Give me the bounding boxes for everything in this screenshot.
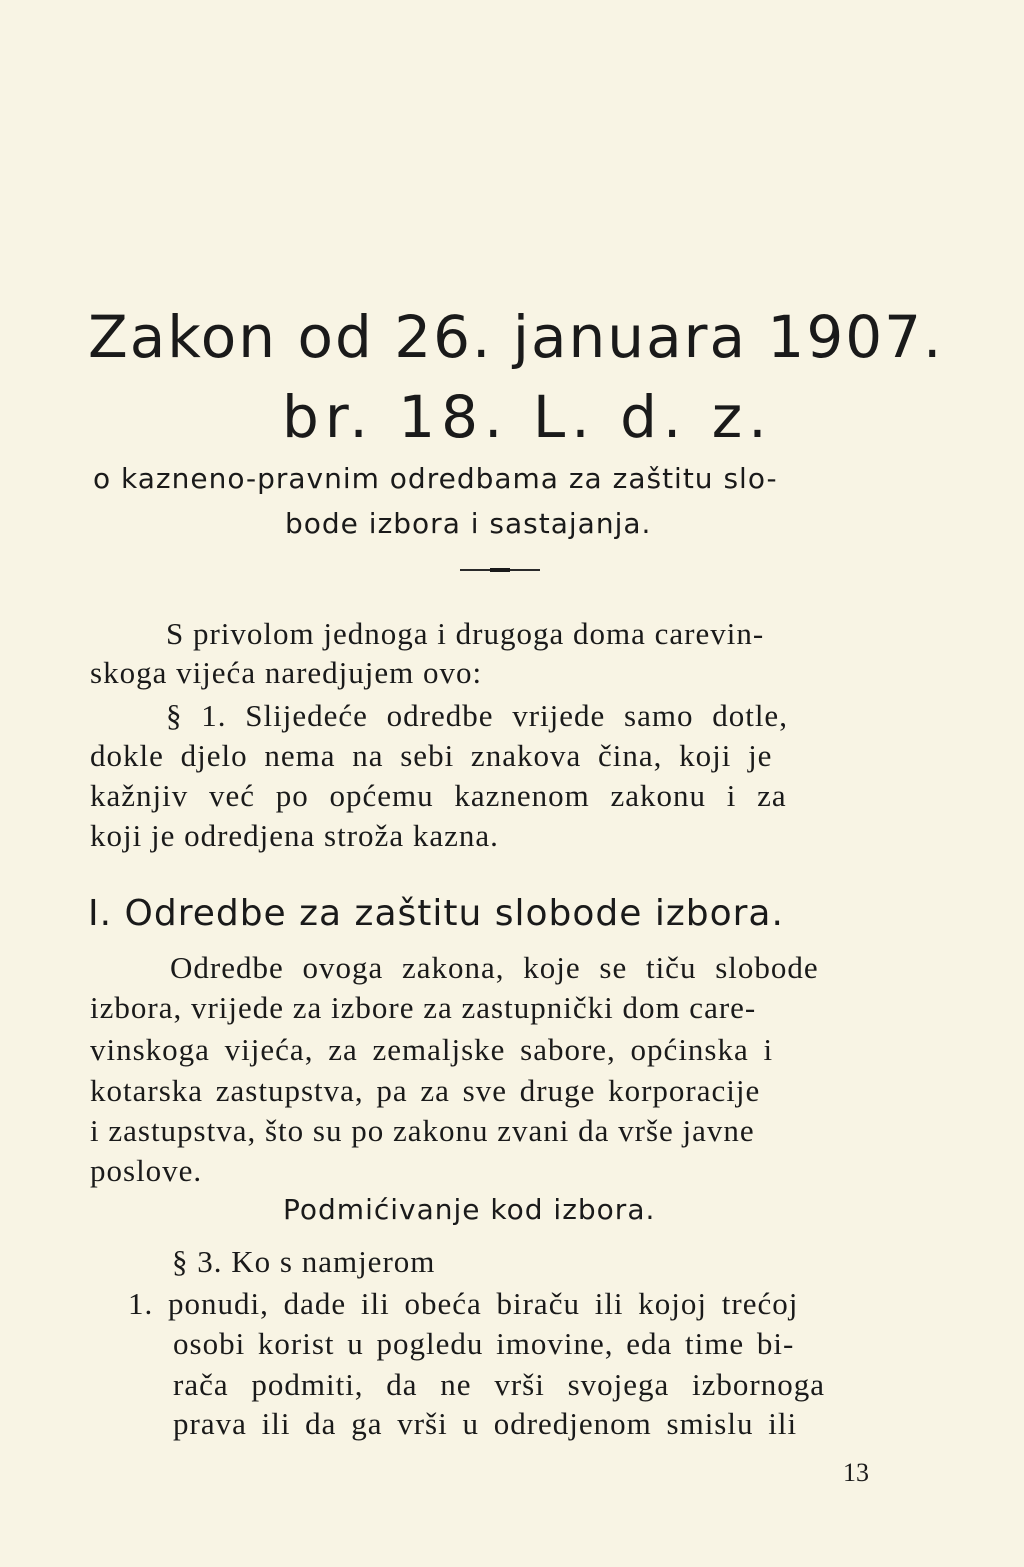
- paragraph-1-line-1: § 1. Slijedeće odredbe vrijede samo dotle,: [166, 698, 788, 733]
- section-line-6: poslove.: [90, 1153, 203, 1188]
- item-1-line-2: osobi korist u pogledu imovine, eda time bi-: [173, 1326, 795, 1361]
- section-line-4: kotarska zastupstva, pa za sve druge korporacije: [90, 1073, 761, 1108]
- intro-line-2: skoga vijeća naredjujem ovo:: [90, 655, 483, 690]
- divider-rule: [460, 569, 540, 571]
- subsection-heading: Podmićivanje kod izbora.: [283, 1193, 656, 1226]
- section-heading: I. Odredbe za zaštitu slobode izbora.: [88, 893, 784, 934]
- law-subtitle-line-2: bode izbora i sastajanja.: [285, 507, 652, 540]
- item-1-line-4: prava ili da ga vrši u odredjenom smislu ili: [173, 1406, 798, 1441]
- paragraph-1-line-4: koji je odredjena stroža kazna.: [90, 818, 499, 853]
- law-number: br. 18. L. d. z.: [282, 383, 773, 451]
- paragraph-3: § 3. Ko s namjerom: [172, 1244, 436, 1279]
- paragraph-1-line-2: dokle djelo nema na sebi znakova čina, koji je: [90, 738, 773, 773]
- intro-line-1: S privolom jednoga i drugoga doma carevin-: [166, 616, 765, 651]
- section-line-3: vinskoga vijeća, za zemaljske sabore, općinska i: [90, 1032, 774, 1067]
- section-line-2: izbora, vrijede za izbore za zastupnički dom care-: [90, 990, 757, 1025]
- law-title: Zakon od 26. januara 1907.: [88, 303, 944, 371]
- item-1-line-1: 1. ponudi, dade ili obeća biraču ili kojoj trećoj: [128, 1286, 799, 1321]
- item-1-line-3: rača podmiti, da ne vrši svojega izbornoga: [173, 1367, 825, 1402]
- page-number: 13: [843, 1458, 869, 1487]
- section-line-1: Odredbe ovoga zakona, koje se tiču slobode: [170, 950, 819, 985]
- law-subtitle-line-1: o kazneno-pravnim odredbama za zaštitu slo-: [93, 462, 778, 495]
- section-line-5: i zastupstva, što su po zakonu zvani da vrše javne: [90, 1113, 755, 1148]
- paragraph-1-line-3: kažnjiv već po općemu kaznenom zakonu i za: [90, 778, 787, 813]
